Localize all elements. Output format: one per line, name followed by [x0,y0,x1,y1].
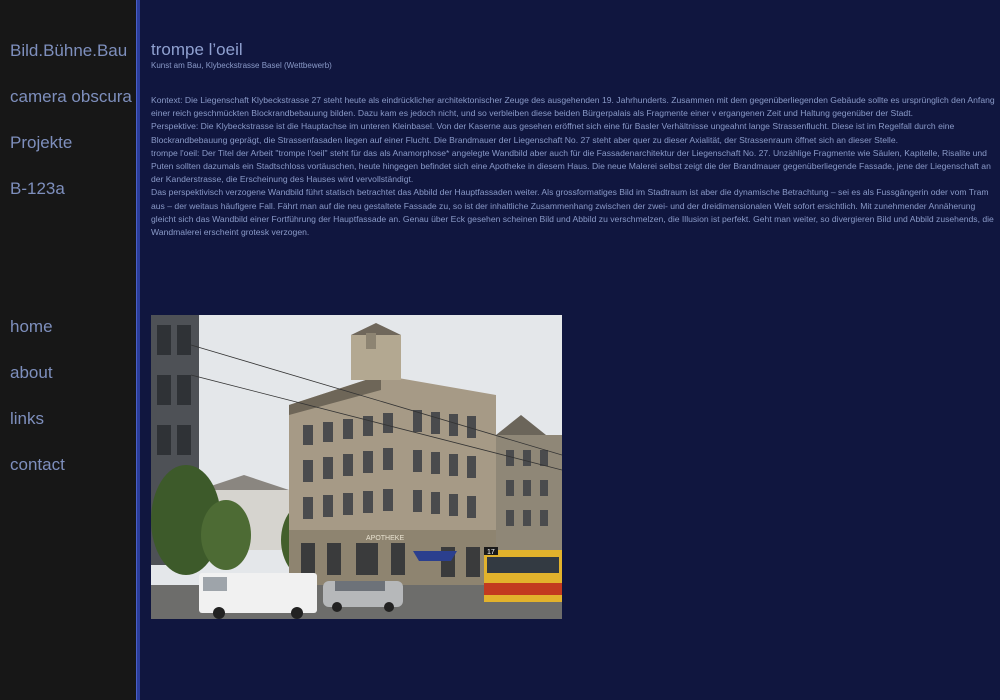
nav-link-links[interactable]: links [10,409,45,428]
sidebar-item-projekte [10,133,132,179]
sidebar [0,0,136,700]
tram-number: 17 [487,549,495,556]
sidebar-item-b-123a [10,179,132,225]
sidebar-item-home [10,317,65,363]
paragraph-perspektive: Perspektive: Die Klybeckstrasse ist die Hauptachse im unteren Kleinbasel. Von der Kaserne aus gesehen eröffnet sich eine für Basler Verhältnisse ungeahnt lange Strassenflucht. Diese ist im Regelfall durch eine Blockrandbebauung geprägt, die Strassenfasaden liegen auf einer Flucht. Die Brandmauer der Liegenschaft No. 27 steht aber quer zu dieser Axialität, der Strassenraum öffnet sich an dieser Stelle. [151,121,955,145]
page-subtitle: Kunst am Bau, Klybeckstrasse Basel (Wettbewerb) [151,61,332,70]
nav-link-bild-buehne-bau[interactable]: Bild.Bühne.Bau [10,41,128,60]
nav-link-about[interactable]: about [10,363,53,382]
sidebar-item-bild-buehne-bau [10,41,132,87]
nav-link-contact[interactable]: contact [10,455,65,474]
nav-link-projekte[interactable]: Projekte [10,133,73,152]
sidebar-item-camera-obscura [10,87,132,133]
paragraph-wandbild: Das perspektivisch verzogene Wandbild führt statisch betrachtet das Abbild der Hauptfassaden weiter. Als grossformatiges Bild im Stadtraum ist aber die dynamische Betrachtung – sei es als Fussgängerin oder vom Tram aus – der weitaus häufigere Fall. Fährt man auf die neu gestaltete Fassade zu, so ist der inhaltliche Zusammenhang zwischen der zwei- und der dreidimensionalen Welt sofort ersichtlich. Mit zunehmender Annäherung gleicht sich das Wandbild einer Fortführung der Hauptfassade an. Genau über Eck gesehen scheinen Bild und Abbild zu verschmelzen, die Illusion ist perfekt. Geht man weiter, so divergieren Bild und Abbild zusehends, die Wandmalerei erscheint grotesk verzogen. [151,187,994,238]
sidebar-top-nav [10,41,132,225]
building-photo-image [151,315,562,619]
sidebar-item-links [10,409,65,455]
page-title: trompe l’oeil [151,40,243,59]
paragraph-kontext: Kontext: Die Liegenschaft Klybeckstrasse 27 steht heute als eindrücklicher architektonischer Zeuge des ausgehenden 19. Jahrhunderts. Zusammen mit dem gegenüberliegenden Gebäude sollte es ursprünglich den Anfang einer reich geschmückten Blockrandbebauung bilden. Dazu kam es jedoch nicht, und so verbleiben diese beiden Bürgerpalais als Fragmente einer v ergangenen Zeit und Haltung gegenüber der Stadt. [151,95,995,119]
nav-link-camera-obscura[interactable]: camera obscura [10,87,132,106]
shop-sign: APOTHEKE [366,535,405,542]
description-text [151,94,997,239]
sidebar-item-contact [10,455,65,501]
sidebar-bottom-nav [10,317,65,501]
nav-link-home[interactable]: home [10,317,53,336]
building-photo [151,315,562,619]
nav-link-b-123a[interactable]: B-123a [10,179,65,198]
main-content [151,40,997,239]
paragraph-trompe-loeil: trompe l'oeil: Der Titel der Arbeit "trompe l'oeil" steht für das als Anamorphose* angelegte Wandbild aber auch für die Fassadenarchitektur der Liegenschaft No. 27. Unzählige Fragmente wie Säulen, Kapitelle, Risalite und Puten sollten dazumals ein Stadtschloss vortäuschen, heute hingegen befindet sich eine Apotheke in diesem Haus. Die neue Malerei selbst zeigt die der Brandmauer gegenüberliegende Fassade, jene der Liegenschaft an der Kanderstrasse, die Erscheinung des Hauses wird vervollständigt. [151,147,991,185]
sidebar-divider [136,0,140,700]
sidebar-item-about [10,363,65,409]
